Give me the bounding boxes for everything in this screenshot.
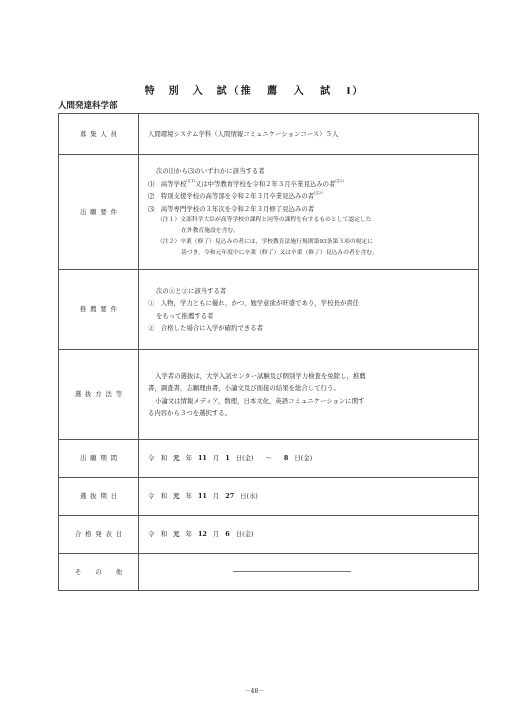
recommendation-item-2: ② 合格した場合に入学が確約できる者 <box>148 324 264 332</box>
value-announcement-date: 令 和 元 年 12 月 6 日(金) <box>139 516 479 554</box>
value-recommendation <box>139 270 479 350</box>
value-selection-date: 令 和 元 年 11 月 27 日(水) <box>139 478 479 516</box>
label-announcement-date: 合格発表日 <box>59 516 139 554</box>
selection-para-1a: 入学者の選抜は，大学入試センター試験及び個別学力検査を免除し，推薦 <box>155 371 366 380</box>
label-application-period: 出願期間 <box>59 440 139 478</box>
requirement-note-1-cont: 在外教育施設を含む。 <box>181 228 239 234</box>
selection-para-2a: 小論文は情報メディア，数理，日本文化，英語コミュニケーションに関す <box>155 396 365 405</box>
requirement-note-2-cont: 基づき，令和元年度中に卒業（修了）又は卒業（修了）見込みの者を含む。 <box>181 250 378 256</box>
page-title: 特 別 入 試（推 薦 入 試 Ⅰ） <box>144 86 365 97</box>
label-selection-date: 選抜期日 <box>59 478 139 516</box>
requirement-item-3: ⑶ 高等専門学校の３年次を令和２年３月修了見込みの者 <box>148 204 315 213</box>
value-requirements <box>139 155 479 270</box>
value-other <box>139 554 479 591</box>
department-heading: 人間発達科学部 <box>58 101 118 111</box>
page-number: －48－ <box>244 688 265 695</box>
row-other <box>59 554 479 591</box>
row-recommendation <box>59 270 479 350</box>
row-recruit <box>59 114 479 155</box>
requirement-item-2: ⑵ 特別支援学校の高等部を令和２年３月卒業見込みの者$^{(注2)}$ <box>148 191 323 200</box>
label-requirements: 出願要件 <box>59 155 139 270</box>
admission-table <box>58 113 479 591</box>
recommendation-item-1: ① 人物，学力ともに優れ，かつ，勉学意欲が旺盛であり，学校長が責任 <box>148 299 360 307</box>
selection-para-2b: る内容から３つを選択する。 <box>148 409 232 417</box>
row-requirements <box>59 155 479 270</box>
row-selection <box>59 350 479 440</box>
requirement-note-2: （注２）卒業（修了）見込みの者には，学校教育法施行規則第93条第３項の規定に <box>157 239 374 245</box>
value-selection <box>139 350 479 440</box>
blank-rule <box>233 571 351 572</box>
recommendation-intro: 次の①と②に該当する者 <box>156 286 227 295</box>
label-selection: 選抜方法等 <box>59 350 139 440</box>
recommendation-item-1-cont: をもって推薦する者 <box>156 311 214 320</box>
row-announcement-date <box>59 516 479 554</box>
requirements-intro: 次の⑴から⑶のいずれかに該当する者 <box>156 167 265 175</box>
requirement-item-1: ⑴ 高等学校$^{(注1)}$又は中等教育学校を令和２年３月卒業見込みの者$^{(注2)}$ <box>148 178 344 188</box>
row-selection-date <box>59 478 479 516</box>
selection-para-1b: 書，調査書，志願理由書，小論文及び面接の結果を総合して行う。 <box>148 384 340 392</box>
value-recruit: 人間環境システム学科（人間情報コミュニケーションコース）５人 <box>139 114 479 155</box>
row-application-period <box>59 440 479 478</box>
label-recruit: 募集人員 <box>59 114 139 155</box>
requirement-note-1: （注１）文部科学大臣が高等学校の課程と同等の課程を有するものとして認定した <box>157 217 372 223</box>
value-application-period: 令 和 元 年 11 月 1 日(金) ～ 8 日(金) <box>139 440 479 478</box>
label-recommendation: 推薦要件 <box>59 270 139 350</box>
label-other: そ の 他 <box>59 554 139 591</box>
